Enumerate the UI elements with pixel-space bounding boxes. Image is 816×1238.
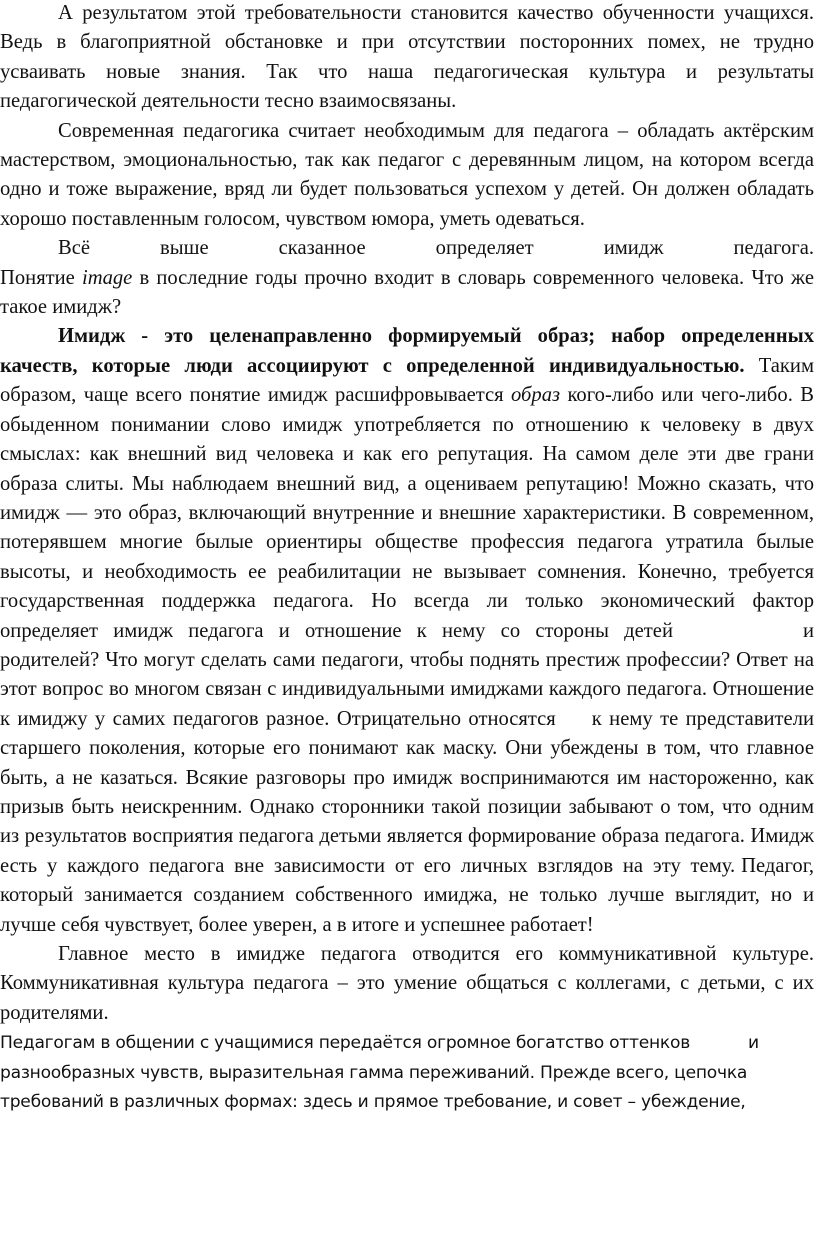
paragraph-4-text-e: Педагог, который занимается созданием собственного имиджа, не только лучше выглядит, но и лучше себя чувствует, более уверен, а в итоге и успешнее работает!: [0, 854, 814, 936]
paragraph-6-line-2: разнообразных чувств, выразительная гамма переживаний. Прежде всего, цепочка: [0, 1062, 748, 1083]
paragraph-4-text-d: к нему те представители старшего поколения, которые его понимают как маску. Они убеждены в том, что главное быть, а не казаться. Всякие разговоры про имидж воспринимаются им настороженно, как призыв быть неискренним. Однако сторонники такой позиции забывают о том, что одним из результатов восприятия педагога детьми является формирование образа педагога. Имидж есть у каждого педагога вне зависимости от его личных взглядов на эту тему.: [0, 707, 814, 877]
paragraph-2: [0, 117, 814, 235]
paragraph-3-text-a: Понятие: [0, 266, 82, 289]
paragraph-4-text-a: Таким образом, чаще всего понятие имидж расшифровывается: [0, 354, 814, 407]
paragraph-4-bold-definition: Имидж - это целенаправленно формируемый образ; набор определенных качеств, которые люди ассоциируют с определенной индивидуальностью.: [0, 325, 814, 377]
paragraph-6-line-1: [0, 1029, 814, 1059]
paragraph-4: [0, 322, 814, 940]
paragraph-2-text: Современная педагогика считает необходимым для педагога – обладать актёрским мастерством, эмоциональностью, так как педагог с деревянным лицом, на котором всегда одно и тоже выражение, вряд ли будет пользоваться успехом у детей. Он должен обладать хорошо поставленным голосом, чувством юмора, уметь одеваться.: [0, 119, 814, 230]
paragraph-3-italic: image: [81, 266, 133, 289]
paragraph-3-line-1: Всё выше сказанное определяет имидж педагога.: [58, 237, 814, 260]
paragraph-5-text-a: Главное место в имидже педагога отводится его коммуникативной культуре. Коммуникативная культура педагога – это умение общаться с коллегами, с детьми,: [0, 943, 814, 995]
paragraph-1: [0, 0, 814, 117]
paragraph-6-line-3: требований в различных формах: здесь и прямое требование, и совет – убеждение,: [0, 1092, 746, 1113]
paragraph-3-text-b: в последние годы прочно входит в словарь современного человека. Что же такое имидж?: [0, 266, 814, 319]
paragraph-4-text-c: и родителей? Что могут сделать сами педагоги, чтобы поднять престиж профессии? Ответ на этот вопрос во многом связан с индивидуальными имиджами каждого педагога. Отношение к имиджу у самих педагогов разное. Отрицательно относятся: [0, 619, 814, 730]
paragraph-3: [0, 234, 814, 322]
paragraph-5-text-b: с их родителями.: [0, 972, 815, 1024]
paragraph-4-text-b: кого-либо или чего-либо. В обыденном понимании слово имидж употребляется по отношению к человеку в двух смыслах: как внешний вид человека и как его репутация. На самом деле эти две грани образа слиты. Мы наблюдаем внешний вид, а оцениваем репутацию! Можно сказать, что имидж — это образ, включающий внутренние и внешние характеристики. В современном, потерявшем многие былые ориентиры обществе профессия педагога утратила былые высоты, и необходимость ее реабилитации не вызывает сомнения. Конечно, требуется государственная поддержка педагога. Но всегда ли только экономический фактор определяет имидж педагога и отношение к нему со стороны детей: [0, 384, 814, 642]
paragraph-1-text: А результатом этой требовательности становится качество обученности учащихся. Ведь в благоприятной обстановке и при отсутствии посторонних помех, не трудно усваивать новые знания. Так что наша педагогическая культура и результаты педагогической деятельности тесно взаимосвязаны.: [0, 2, 814, 113]
paragraph-6: [0, 1029, 814, 1118]
paragraph-6-line-1-text: Педагогам в общении с учащимися передаётся огромное богатство оттенков: [0, 1033, 691, 1054]
paragraph-6-line-1-end: и: [748, 1033, 759, 1054]
paragraph-4-italic: образ: [511, 384, 561, 407]
paragraph-5: [0, 940, 814, 1028]
